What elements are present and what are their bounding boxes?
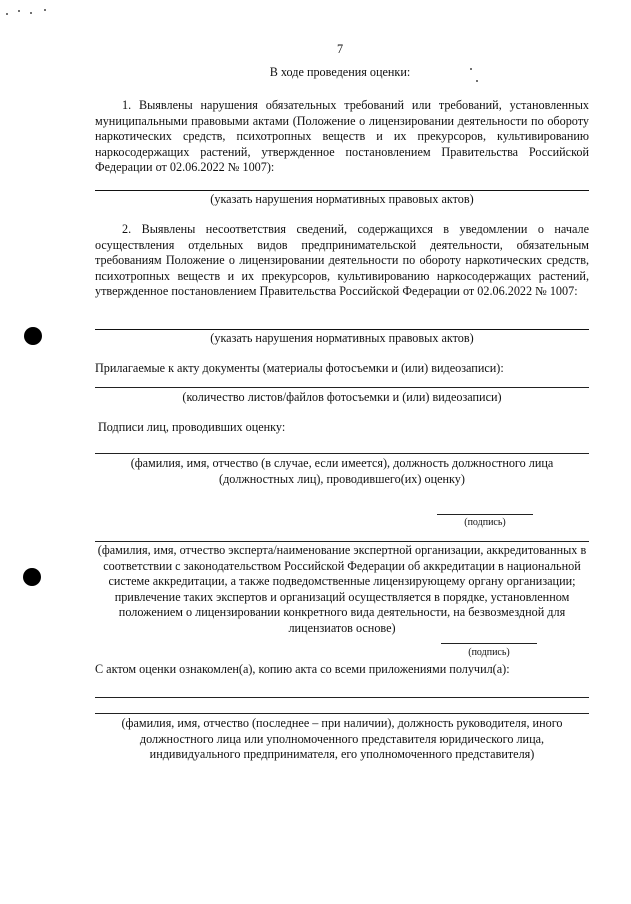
punch-hole [23,568,41,586]
expert-caption: (фамилия, имя, отчество эксперта/наименование экспертной организации, аккредитованных в соответствии с законодательством Российской Федерации об аккредитации в национальной системе аккредитации, а также подведомственные лицензирующему органу организации; привлечение таких экспертов и организаций осуществляется в порядке, установленном положением о лицензировании конкретного вида деятельности, на безвозмездной для лицензиатов основе) [97,543,587,635]
official-caption: (фамилия, имя, отчество (в случае, если имеется), должность должностного лица (должностных лиц), проводившего(их) оценку) [130,456,554,486]
attachments-label: Прилагаемые к акту документы (материалы фотосъемки и (или) видеозаписи): [95,361,504,375]
signature-caption-1: (подпись) [464,517,506,528]
acknowledgement-fill-line-2 [95,713,589,714]
discrepancies-caption: (указать нарушения нормативных правовых актов) [210,331,474,345]
section-heading: В ходе проведения оценки: [269,65,411,79]
acknowledgement-caption: (фамилия, имя, отчество (последнее – при наличии), должность руководителя, иного должностного лица или уполномоченного представителя юридического лица, индивидуального предпринимателя, его уполномоченного представителя) [121,716,563,761]
signature-caption-2: (подпись) [468,647,510,658]
page-number: 7 [336,42,344,56]
attachments-caption: (количество листов/файлов фотосъемки и (или) видеозаписи) [182,390,502,404]
official-fill-line [95,453,589,454]
scan-speck [30,12,32,14]
signature-line-2 [441,643,537,644]
scan-speck [18,10,20,12]
violations-text: 1. Выявлены нарушения обязательных требований или требований, установленных муниципальными правовыми актами (Положение о лицензировании деятельности по обороту наркотических средств, психотропных веществ и их прекурсоров, культивированию наркосодержащих растений, утвержденное постановлением Правительства Российской Федерации от 02.06.2022 № 1007): [95,98,589,174]
discrepancies-text: 2. Выявлены несоответствия сведений, содержащихся в уведомлении о начале осуществления отдельных видов предпринимательской деятельности, обязательным требованиям Положение о лицензировании деятельности по обороту наркотических средств, психотропных веществ и их прекурсоров, культивированию наркосодержащих растений, утвержденное постановлением Правительства Российской Федерации от 02.06.2022 № 1007: [95,222,589,298]
discrepancies-fill-line [95,329,589,330]
scan-speck [6,13,8,15]
attachments-fill-line [95,387,589,388]
violations-caption: (указать нарушения нормативных правовых актов) [210,192,474,206]
signatures-label: Подписи лиц, проводивших оценку: [98,420,286,434]
expert-fill-line [95,541,589,542]
violations-fill-line [95,190,589,191]
acknowledgement-fill-line-1 [95,697,589,698]
scan-speck [44,9,46,11]
punch-hole [24,327,42,345]
violations-paragraph [95,98,589,176]
acknowledgement-label: С актом оценки ознакомлен(а), копию акта со всеми приложениями получил(а): [95,662,510,676]
discrepancies-paragraph [95,222,589,300]
